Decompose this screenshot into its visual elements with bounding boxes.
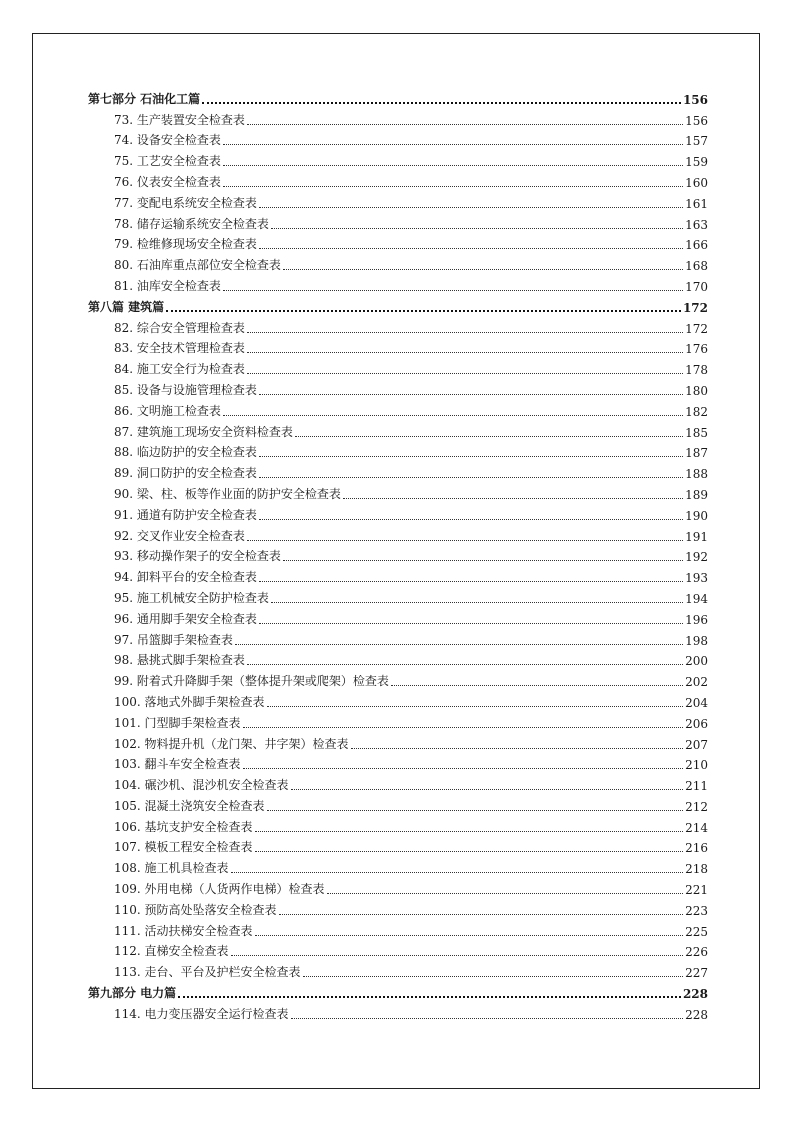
dot-leader	[202, 101, 681, 104]
page-number: 211	[685, 779, 708, 794]
toc-entry-row[interactable]	[88, 190, 708, 211]
toc-entry-row[interactable]	[88, 814, 708, 835]
toc-entry-row[interactable]	[88, 377, 708, 398]
dot-leader	[343, 497, 683, 499]
dot-leader	[231, 871, 684, 873]
toc-entry-title: 78. 储存运输系统安全检查表	[114, 216, 269, 231]
dot-leader	[303, 975, 684, 977]
dot-leader	[267, 809, 684, 811]
toc-entry-title: 77. 变配电系统安全检查表	[114, 195, 257, 210]
page-number: 157	[685, 134, 708, 149]
page-number: 189	[685, 487, 708, 502]
toc-entry-row[interactable]	[88, 939, 708, 960]
toc-entry-row[interactable]	[88, 252, 708, 273]
toc-entry-row[interactable]	[88, 211, 708, 232]
toc-entry-row[interactable]	[88, 627, 708, 648]
toc-entry-title: 107. 模板工程安全检查表	[114, 840, 253, 855]
page-number: 187	[685, 446, 708, 461]
page-number: 172	[682, 300, 708, 315]
dot-leader	[391, 684, 683, 686]
dot-leader	[351, 747, 684, 749]
toc-section-row[interactable]	[88, 980, 708, 1001]
dot-leader	[166, 309, 681, 312]
dot-leader	[291, 788, 684, 790]
dot-leader	[247, 372, 683, 374]
toc-entry-title: 97. 吊篮脚手架检查表	[114, 632, 233, 647]
dot-leader	[243, 726, 684, 728]
page-number: 202	[685, 675, 708, 690]
dot-leader	[247, 123, 683, 125]
toc-entry-title: 100. 落地式外脚手架检查表	[114, 694, 265, 709]
toc-entry-row[interactable]	[88, 793, 708, 814]
toc-entry-row[interactable]	[88, 772, 708, 793]
page-number: 200	[685, 654, 708, 669]
page-number: 166	[685, 238, 708, 253]
page-number: 182	[685, 404, 708, 419]
page-number: 221	[685, 883, 708, 898]
toc-entry-title: 75. 工艺安全检查表	[114, 154, 221, 169]
toc-entry-title: 114. 电力变压器安全运行检查表	[114, 1006, 289, 1021]
toc-entry-title: 89. 洞口防护的安全检查表	[114, 466, 257, 481]
page-number: 161	[685, 196, 708, 211]
dot-leader	[295, 435, 683, 437]
toc-entry-title: 98. 悬挑式脚手架检查表	[114, 653, 245, 668]
toc-entry-title: 84. 施工安全行为检查表	[114, 362, 245, 377]
page-number: 180	[685, 383, 708, 398]
dot-leader	[259, 455, 683, 457]
toc-entry-title: 95. 施工机械安全防护检查表	[114, 590, 269, 605]
page-number: 168	[685, 259, 708, 274]
toc-section-row[interactable]	[88, 86, 708, 107]
toc-entry-row[interactable]	[88, 689, 708, 710]
dot-leader	[223, 185, 683, 187]
dot-leader	[259, 206, 683, 208]
page-number: 176	[685, 342, 708, 357]
toc-entry-title: 103. 翻斗车安全检查表	[114, 757, 241, 772]
page-number: 191	[685, 529, 708, 544]
toc-section-title: 第七部分 石油化工篇	[88, 91, 201, 106]
page-number: 156	[682, 92, 708, 107]
dot-leader	[223, 143, 683, 145]
page-number: 196	[685, 612, 708, 627]
toc-entry-row[interactable]	[88, 107, 708, 128]
toc-entry-row[interactable]	[88, 440, 708, 461]
dot-leader	[223, 289, 683, 291]
toc-entry-title: 90. 梁、柱、板等作业面的防护安全检查表	[114, 486, 341, 501]
toc-entry-row[interactable]	[88, 752, 708, 773]
toc-entry-row[interactable]	[88, 897, 708, 918]
toc-entry-title: 99. 附着式升降脚手架（整体提升架或爬架）检查表	[114, 674, 389, 689]
toc-entry-row[interactable]	[88, 731, 708, 752]
dot-leader	[255, 830, 684, 832]
dot-leader	[223, 164, 683, 166]
dot-leader	[327, 892, 684, 894]
dot-leader	[259, 476, 683, 478]
toc-entry-row[interactable]	[88, 710, 708, 731]
toc-entry-row[interactable]	[88, 564, 708, 585]
toc-entry-row[interactable]	[88, 273, 708, 294]
dot-leader	[283, 268, 683, 270]
page-number: 194	[685, 591, 708, 606]
toc-entry-row[interactable]	[88, 419, 708, 440]
toc-entry-row[interactable]	[88, 648, 708, 669]
dot-leader	[279, 913, 684, 915]
page-number: 156	[685, 113, 708, 128]
toc-entry-row[interactable]	[88, 398, 708, 419]
toc-entry-title: 94. 卸料平台的安全检查表	[114, 570, 257, 585]
toc-entry-title: 101. 门型脚手架检查表	[114, 715, 241, 730]
toc-entry-row[interactable]	[88, 128, 708, 149]
toc-entry-row[interactable]	[88, 502, 708, 523]
dot-leader	[271, 227, 683, 229]
dot-leader	[247, 539, 683, 541]
page-number: 185	[685, 425, 708, 440]
toc-entry-title: 74. 设备安全检查表	[114, 133, 221, 148]
toc-entry-row[interactable]	[88, 876, 708, 897]
toc-entry-title: 108. 施工机具检查表	[114, 861, 229, 876]
toc-entry-row[interactable]	[88, 232, 708, 253]
toc-section-title: 第九部分 电力篇	[88, 986, 177, 1001]
toc-entry-row[interactable]	[88, 336, 708, 357]
toc-entry-title: 102. 物料提升机（龙门架、井字架）检查表	[114, 736, 349, 751]
page-number: 172	[685, 321, 708, 336]
toc-entry-row[interactable]	[88, 918, 708, 939]
dot-leader	[247, 351, 683, 353]
page-number: 159	[685, 155, 708, 170]
toc-entry-title: 86. 文明施工检查表	[114, 403, 221, 418]
toc-entry-title: 91. 通道有防护安全检查表	[114, 507, 257, 522]
dot-leader	[223, 414, 683, 416]
page-number: 198	[685, 633, 708, 648]
dot-leader	[247, 663, 683, 665]
toc-entry-title: 110. 预防高处坠落安全检查表	[114, 902, 277, 917]
dot-leader	[178, 995, 681, 998]
page-number: 206	[685, 716, 708, 731]
page-number: 188	[685, 467, 708, 482]
page-number: 210	[685, 758, 708, 773]
dot-leader	[283, 559, 683, 561]
toc-entry-row[interactable]	[88, 1001, 708, 1022]
page-number: 212	[685, 799, 708, 814]
toc-entry-title: 81. 油库安全检查表	[114, 278, 221, 293]
page-number: 226	[685, 945, 708, 960]
toc-entry-title: 112. 直梯安全检查表	[114, 944, 229, 959]
dot-leader	[231, 954, 684, 956]
toc-entry-row[interactable]	[88, 148, 708, 169]
toc-entry-title: 113. 走台、平台及护栏安全检查表	[114, 965, 301, 980]
toc-entry-title: 93. 移动操作架子的安全检查表	[114, 549, 281, 564]
toc-entry-row[interactable]	[88, 544, 708, 565]
toc-entry-title: 96. 通用脚手架安全检查表	[114, 611, 257, 626]
toc-entry-row[interactable]	[88, 668, 708, 689]
toc-entry-title: 79. 检维修现场安全检查表	[114, 237, 257, 252]
page-number: 160	[685, 175, 708, 190]
page-number: 227	[685, 966, 708, 981]
dot-leader	[259, 393, 683, 395]
toc-entry-row[interactable]	[88, 356, 708, 377]
dot-leader	[259, 518, 683, 520]
toc-entry-title: 92. 交叉作业安全检查表	[114, 528, 245, 543]
page-number: 163	[685, 217, 708, 232]
page-number: 216	[685, 841, 708, 856]
toc-entry-title: 109. 外用电梯（人货两作电梯）检查表	[114, 882, 325, 897]
page-number: 192	[685, 550, 708, 565]
page-number: 207	[685, 737, 708, 752]
toc-entry-title: 104. 碾沙机、混沙机安全检查表	[114, 778, 289, 793]
toc-entry-row[interactable]	[88, 855, 708, 876]
toc-entry-title: 105. 混凝土浇筑安全检查表	[114, 798, 265, 813]
page-number: 223	[685, 903, 708, 918]
toc-entry-title: 87. 建筑施工现场安全资料检查表	[114, 424, 293, 439]
toc-entry-row[interactable]	[88, 835, 708, 856]
toc-entry-title: 111. 活动扶梯安全检查表	[114, 923, 253, 938]
dot-leader	[271, 601, 683, 603]
toc-entry-row[interactable]	[88, 481, 708, 502]
page-number: 225	[685, 924, 708, 939]
page-number: 228	[682, 987, 708, 1002]
dot-leader	[259, 622, 683, 624]
page-number: 214	[685, 820, 708, 835]
dot-leader	[247, 331, 683, 333]
page-number: 193	[685, 571, 708, 586]
toc-entry-title: 85. 设备与设施管理检查表	[114, 382, 257, 397]
dot-leader	[255, 850, 684, 852]
toc-entry-row[interactable]	[88, 959, 708, 980]
toc-entry-title: 88. 临边防护的安全检查表	[114, 445, 257, 460]
toc-entry-title: 83. 安全技术管理检查表	[114, 341, 245, 356]
dot-leader	[267, 705, 684, 707]
toc-entry-row[interactable]	[88, 169, 708, 190]
dot-leader	[255, 934, 684, 936]
toc-entry-row[interactable]	[88, 585, 708, 606]
page-number: 170	[685, 279, 708, 294]
toc-entry-title: 76. 仪表安全检查表	[114, 174, 221, 189]
dot-leader	[243, 767, 684, 769]
page-number: 218	[685, 862, 708, 877]
toc-entry-title: 106. 基坑支护安全检查表	[114, 819, 253, 834]
toc-entry-title: 80. 石油库重点部位安全检查表	[114, 258, 281, 273]
toc-section-title: 第八篇 建筑篇	[88, 299, 165, 314]
toc-section-row[interactable]	[88, 294, 708, 315]
toc-entry-title: 82. 综合安全管理检查表	[114, 320, 245, 335]
table-of-contents	[88, 86, 708, 1022]
page-number: 204	[685, 695, 708, 710]
page-number: 228	[685, 1007, 708, 1022]
toc-entry-row[interactable]	[88, 315, 708, 336]
dot-leader	[259, 247, 683, 249]
toc-entry-title: 73. 生产装置安全检查表	[114, 112, 245, 127]
toc-entry-row[interactable]	[88, 460, 708, 481]
dot-leader	[235, 643, 683, 645]
toc-entry-row[interactable]	[88, 606, 708, 627]
page-number: 178	[685, 363, 708, 378]
dot-leader	[259, 580, 683, 582]
toc-entry-row[interactable]	[88, 523, 708, 544]
page-number: 190	[685, 508, 708, 523]
dot-leader	[291, 1017, 684, 1019]
